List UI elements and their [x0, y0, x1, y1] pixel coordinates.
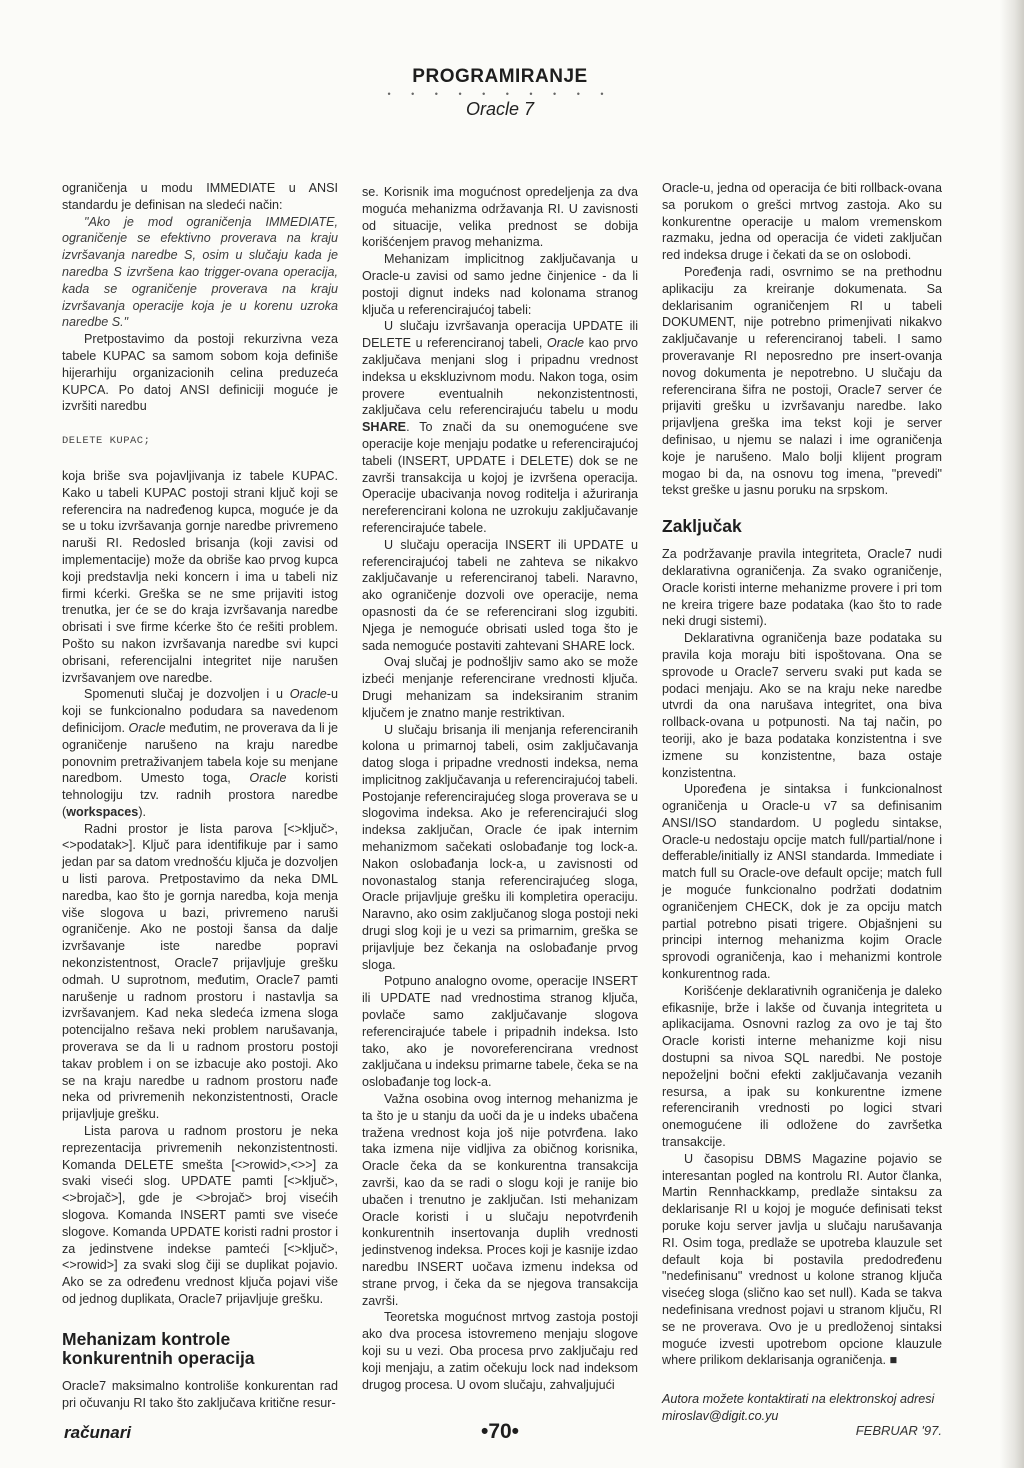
contact-line: Autora možete kontaktirati na elektronskoj adresi	[662, 1392, 935, 1407]
paragraph: Poređenja radi, osvrnimo se na prethodnu aplikaciju za kreiranje dokumenata. Sa deklarisanim ograničenjem RI u tabeli DOKUMENT, nije potrebno primenjivati nikakvo zaključavanje u referenciranoj tabeli. I samo proveravanje RI neposredno pre insert-ovanja novog dokumenta je nepotrebno. U slučaju da referencirana šifra ne postoji, Oracle7 server će prijaviti grešku u izvršavanju naredbe. Iako prijavljena greška ima tekst koji je server definisao, u njemu se nalazi i ime ograničenja koje je narušeno. Malo bolji klijent program mogao bi da, na osnovu tog imena, "prevedi" tekst greške u jasnu poruku na srpskom.	[662, 264, 942, 498]
column-3	[662, 180, 942, 1425]
text-run: međutim, ne proverava da li je ograničenje narušeno na kraju naredbe ponovnim pretraživanjem tabela koje su menjane naredbom. Umesto toga,	[62, 720, 338, 786]
ansi-quote: "Ako je mod ograničenja IMMEDIATE, ograničenje se efektivno proverava na kraju izvršavanja naredbe S, osim u slučaju kada je naredba S izvršena kao trigger-ovana operacija, kada se ograničenje proverava na kraju izvršavanja operacije koja je u korenu uzroka naredbe S."	[62, 214, 338, 330]
paragraph: Teoretska mogućnost mrtvog zastoja postoji ako dva procesa istovremeno menjaju slogove koji su u vezi. Oba procesa prvo zaključaju red koji menjaju, a zatim očekuju lock nad indeksom drugog procesa. U ovom slučaju, zahvaljujući	[362, 1310, 638, 1392]
text-run: -u koji se funkcionalno podudara sa navedenom definicijom.	[62, 687, 338, 735]
section-title: PROGRAMIRANJE	[412, 66, 588, 87]
text-run: koristi tehnologiju tzv. radnih prostora naredbe (	[62, 771, 339, 819]
text-run: ).	[138, 804, 147, 819]
paragraph: Deklarativna ograničenja baze podataka su pravila koja moraju biti ispoštovana. Ona se sprovode u Oracle7 serveru svaki put kada se podaci menjaju. Ako se na kraju neke naredbe utvrdi da ona narušava integritet, ona biva rollback-ovana u potpunosti. Na taj način, po teoriji, ako je baza podataka konzistentna i sve izmene su konzistentne, baza ostaje konzistentna.	[662, 631, 942, 780]
page-footer	[0, 1420, 1000, 1453]
text-run: Oracle	[249, 771, 287, 786]
paragraph: Oracle7 maksimalno kontroliše konkurentan rad pri očuvanju RI tako što zaključava kritične resur-	[62, 1378, 338, 1410]
paragraph: koja briše sva pojavljivanja iz tabele KUPAC. Kako u tabeli KUPAC postoji strani ključ koji se referencira na nadređenog kupca, moguće je da se u toku izvršavanja gornje naredbe privremeno naruši RI. Redosled brisanja (koji zavisi od implementacije) može da obriše kao prvog kupca koji predstavlja neki koncern i ima u tabeli niz firmi kćerki. Greška se ne sme prijaviti istog trenutka, jer će se do kraja izvršavanja naredbe obrisati i sve firme kćerke što će rešiti problem. Pošto su nakon izvršavanja naredbe svi kupci obrisani, referencijalni integritet nije narušen izvršavanjem ove naredbe.	[62, 468, 338, 685]
text-run: Spomenuti slučaj je dozvoljen i u	[84, 687, 290, 702]
paragraph: Važna osobina ovog internog mehanizma je ta što je u stanju da uoči da je u indeks ubačena tražena vrednost koja još nije potvrđena. Iako taka izmena nije vidljiva za običnog korisnika, Oracle čeka da se konkurentna transakcija završi, kao da se radi o slogu koji je ranije bio ubačen i trenutno je zaključan. Isti mehanizam Oracle koristi i u slučaju nepotvrđenih konkurentnih insertovanja duplih vrednosti jedinstvenog indeksa. Proces koji je kasnije izdao naredbu INSERT uočava izmenu indeksa od strane prvog, i čeka da se njegova transakcija završi.	[362, 1092, 638, 1308]
issue-date: FEBRUAR '97.	[855, 1423, 942, 1438]
paragraph: Lista parova u radnom prostoru je neka reprezentacija privremenih nekonzistentnosti. Komanda DELETE smešta [<>rowid>,<>>] za svaki viseći slog. UPDATE pamti [<>ključ>,<>brojač>], gde je <>brojač> broj visećih slogova. Komanda INSERT pamti sve viseće slogove. Komanda UPDATE koristi radni prostor i za jedinstvene indekse pamteći [<>ključ>,<>rowid>] za svaki slog čiji se duplikat pojavio. Ako se za određenu vrednost ključa pojavi više od jednog duplikata, Oracle7 prijavljuje grešku.	[62, 1124, 338, 1306]
paragraph: Oracle-u, jedna od operacija će biti rollback-ovana sa porukom o grešci mrtvog zastoja. Ako su konkurentne operacije u malom vremenskom razmaku, jedna od operacija će videti zaključan red indeksa druge i čekati da se on oslobodi.	[662, 181, 943, 263]
paragraph: U časopisu DBMS Magazine pojavio se interesantan pogled na kontrolu RI. Autor članka, Martin Rennhackkamp, predlaže sintaksu za deklarisanje RI u kojoj je moguće definisati tekst poruke koju server javlja u slučaju narušavanja RI. Osim toga, predlaže se upotreba klauzule set default koja bi postavila predodređenu "nedefinisanu" vrednost u kolone stranog ključa visećeg sloga (slično kao set null). Kada se takva nedefinisana vrednost pojavi u stranom ključu, RI se ne proverava. Ovo je u predloženoj sintaksi moguće izvesti upotrebom opcione klauzule where prilikom deklarisanja ograničenja. ■	[662, 1151, 942, 1368]
article-subtitle: Oracle 7	[465, 99, 535, 119]
paragraph: U slučaju operacija INSERT ili UPDATE u referencirajućoj tabeli ne zahteva se nikakvo zaključavanje u referenciranoj tabeli. Naravno, ako ograničenje dozvoli ove operacije, nema opasnosti da će se referencirani slog izgubiti. Njega je nemoguće obrisati usled toga što je sada nemoguće postaviti zahtevani SHARE lock.	[362, 537, 638, 653]
text-run: Oracle	[546, 336, 585, 351]
paragraph: U slučaju brisanja ili menjanja referenciranih kolona u primarnoj tabeli, osim zaključavanja datog sloga i pripadne vrednosti indeksa, nema implicitnog zaključavanja u referencirajućoj tabeli. Postojanje referencirajućeg sloga proverava se u slogovima indeksa. Ako je referencirajući slog indeksa zaključan, Oracle će ipak internim mehanizmom sačekati oslobađanje tog lock-a. Nakon oslobađanja lock-a, u zavisnosti od novonastalog stanja referencirajućeg sloga, Oracle prijavljuje grešku ili kompletira operaciju. Naravno, ako osim zaključanog sloga postoji neki drugi slog koji je u vezi sa primarnim, greška se prijavljuje bez čekanja na oslobađanje prvog sloga.	[362, 722, 638, 972]
page-number: •70•	[480, 1420, 520, 1443]
paragraph	[362, 318, 638, 536]
text-run: workspaces	[66, 804, 139, 819]
text-run: . To znači da su onemogućene sve operacije koje menjaju podatke u referencirajućoj tabeli (INSERT, UPDATE i DELETE) dok se ne završi transakcija u kojoj je izvršena operacija. Operacije ubacivanja novog roditelja i ažuriranja nereferencirani kolona ne uzrokuju zaključavanje referencirajuće tabele.	[362, 420, 638, 535]
contact-email: miroslav@digit.co.yu	[662, 1408, 779, 1423]
section-heading: Zaključak	[662, 516, 742, 537]
paragraph: Potpuno analogno ovome, operacije INSERT ili UPDATE nad vrednostima stranog ključa, povlače samo zaključavanje slogova referencirajuće tabele i pripadnih indeksa. Isto tako, ako je novoreferencirana vrednost zaključana u indeksu primarne tabele, čeka se na oslobađanje tog lock-a.	[362, 974, 638, 1090]
magazine-name: računari	[64, 1423, 132, 1442]
code-snippet: DELETE KUPAC;	[62, 435, 151, 448]
section-heading: Mehanizam kontrole konkurentnih operacija	[62, 1328, 255, 1368]
text-run: SHARE	[362, 420, 407, 435]
page-edge	[1000, 0, 1024, 1468]
paragraph: Mehanizam implicitnog zaključavanja u Oracle-u zavisi od samo jedne činjenice - da li postoji dignut indeks nad kolonama stranog ključa u referencirajućoj tabeli:	[362, 252, 638, 317]
text-run: Oracle	[128, 720, 166, 735]
paragraph: Za podržavanje pravila integriteta, Oracle7 nudi deklarativna ograničenja. Za svako ograničenje, Oracle koristi interne mehanizme provere i pri tom ne kreira trigere baze podataka (kao što to rade neki drugi sistemi).	[662, 547, 942, 629]
paragraph: Ovaj slučaj je podnošljiv samo ako se može izbeći menjanje referencirane vrednosti ključa. Drugi mehanizam sa indeksiranim stranim ključem je znatno manje restriktivan.	[362, 655, 638, 720]
paragraph	[62, 686, 338, 820]
paragraph: Radni prostor je lista parova [<>ključ>,<>podatak>]. Ključ para identifikuje par i samo jedan par sa datom vrednošću ključa je dozvoljen u listi parova. Pretpostavimo da neka DML naredba, kao što je gornja naredba, koja menja više slogova u bazi, privremeno naruši ograničenje. Ako ne postoji šansa da dalje izvršavanje iste naredbe popravi nekonzistentnost, Oracle7 prijavljuje grešku odmah. U suprotnom, međutim, Oracle7 pamti narušenje u radnom prostoru i nastavlja sa izvršavanjem. Kad neka sledeća izmena sloga potencijalno rešava neki problem narušavanja, proverava se da li u radnom prostoru postoji takav problem i on se izbacuje ako postoji. Ako se na kraju naredbe u radnom prostoru nađe neka od privremenih nekonzistentnosti, Oracle prijavljuje grešku.	[62, 821, 338, 1122]
text-run: kao prvo zaključava menjani slog i pripadnu vrednost indeksa u ekskluzivnom modu. Nakon toga, osim provere eventualnih nekonzistentnosti, zaključava celu referencirajuću tabelu u modu	[362, 336, 638, 418]
page-header	[0, 66, 1000, 120]
paragraph: ograničenja u modu IMMEDIATE u ANSI standardu je definisan na sledeći način:	[62, 181, 338, 212]
text-run: U slučaju izvršavanja operacija UPDATE ili DELETE u referenciranoj tabeli,	[362, 319, 638, 351]
column-1	[62, 180, 338, 1411]
paragraph: Upoređena je sintaksa i funkcionalnost ograničenja u Oracle-u v7 sa definisanim ANSI/ISO standardom. U pogledu sintakse, Oracle-u nedostaju opcije match full/partial/none i defferable/initially iz ANSI standarda. Immediate i match full su Oracle-ove default opcije; match full je moguće funkcionalno podržati dodatnim ograničenjem CHECK, dok je za opciju match partial potrebno pisati trigere. Objašnjeni su principi internog mehanizma kojim Oracle sprovodi ograničenja, kao i mehanizmi kontrole konkurentnog rada.	[662, 782, 942, 982]
paragraph: se. Korisnik ima mogućnost opredeljenja za dva moguća mehanizma održavanja RI. U zavisnosti od situacije, velika prednost se dobija korišćenjem pravog mehanizma.	[362, 185, 638, 250]
text-run: Oracle	[289, 687, 327, 702]
paragraph: Pretpostavimo da postoji rekurzivna veza tabele KUPAC sa samom sobom koja definiše hijerarhiju organizacionih celina preduzeća KUPCA. Po datoj ANSI definiciji moguće je izvršiti naredbu	[62, 332, 338, 414]
header-dots: • • • • • • • • • •	[387, 89, 613, 99]
column-2	[362, 184, 638, 1393]
paragraph: Korišćenje deklarativnih ograničenja je daleko efikasnije, brže i lakše od čuvanja integriteta u aplikacijama. Osnovni razlog za ovo je taj što Oracle koristi interne mehanizme koji nisu dostupni sa nivoa SQL naredbi. Ne postoje nepoželjni bočni efekti zaključavanja vezanih resursa, a ipak su konkurentne izmene referenciranih vrednosti po logici stvari onemogućene ili odložene do završetka transakcije.	[662, 983, 942, 1150]
